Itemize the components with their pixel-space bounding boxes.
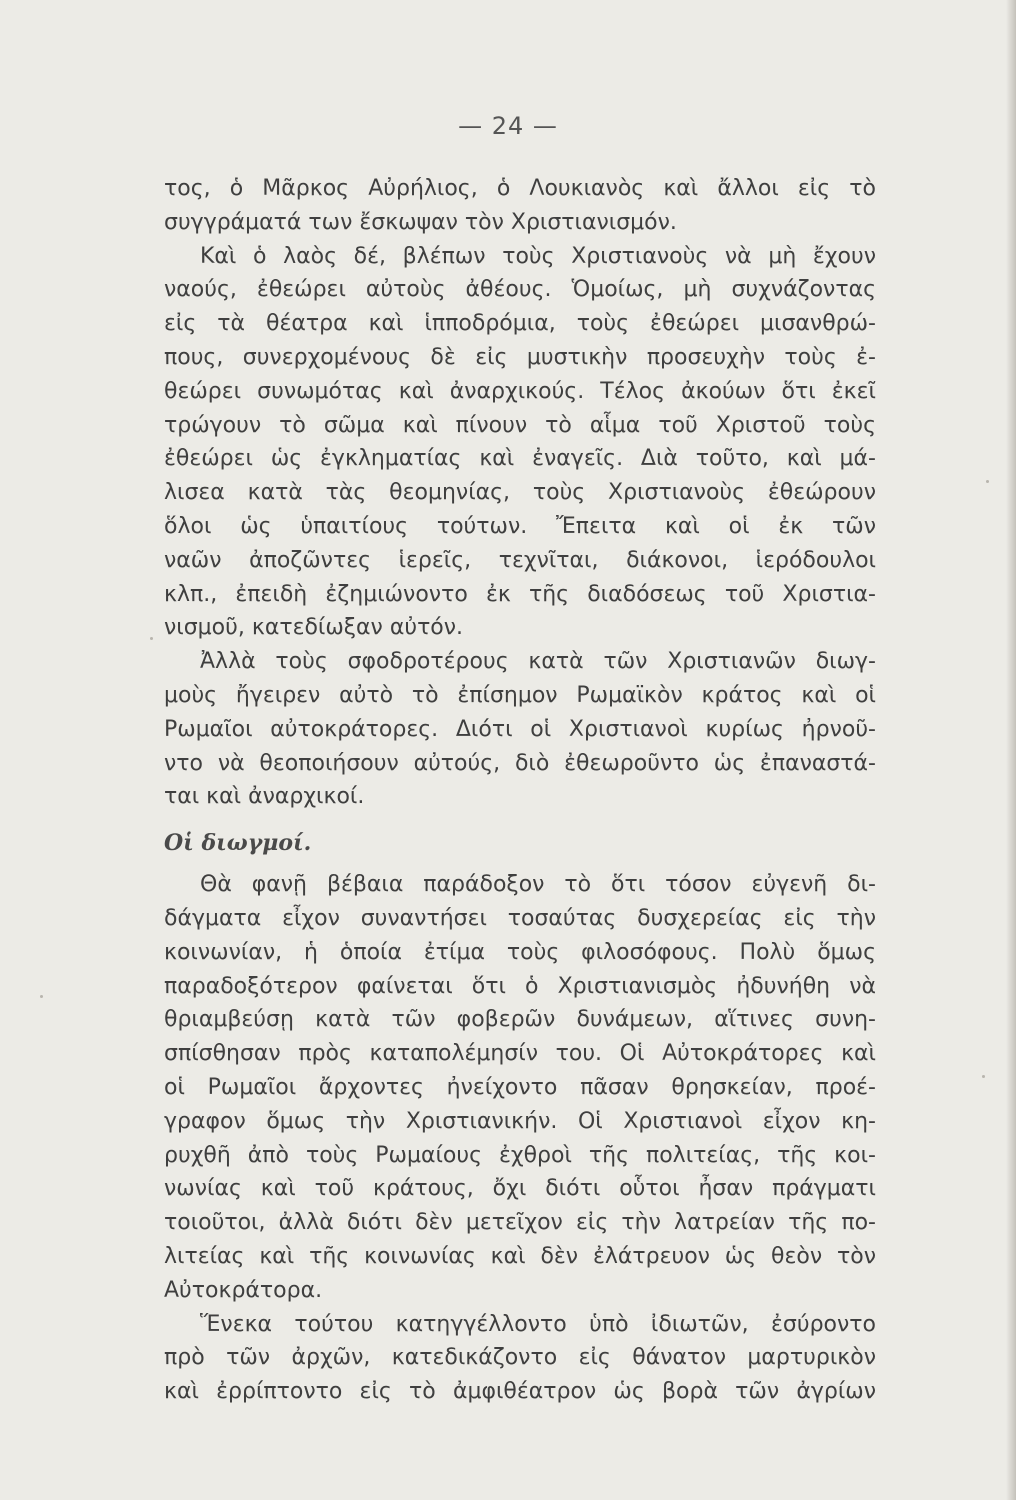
text-line: Ρωμαῖοι αὐτοκράτορες. Διότι οἱ Χριστιανοὶ κυρίως ἠρνοῦ- bbox=[164, 716, 876, 742]
paragraph-5 bbox=[164, 1308, 876, 1409]
text-line: εἰς τὰ θέατρα καὶ ἱπποδρόμια, τοὺς ἐθεώρει μισανθρώ- bbox=[164, 311, 876, 337]
text-line: θριαμβεύσῃ κατὰ τῶν φοβερῶν δυνάμεων, αἵτινες συνη- bbox=[164, 1007, 876, 1033]
text-line: μοὺς ἤγειρεν αὐτὸ τὸ ἐπίσημον Ρωμαϊκὸν κράτος καὶ οἱ bbox=[164, 682, 876, 708]
text-line: συγγράματά των ἔσκωψαν τὸν Χριστιανισμόν. bbox=[164, 209, 677, 235]
text-line: ναῶν ἀποζῶντες ἱερεῖς, τεχνῖται, διάκονοι, ἱερόδουλοι bbox=[164, 547, 876, 573]
text-line: πους, συνερχομένους δὲ εἰς μυστικὴν προσευχὴν τοὺς ἐ- bbox=[164, 344, 876, 370]
text-line: οἱ Ρωμαῖοι ἄρχοντες ἠνείχοντο πᾶσαν θρησκείαν, προέ- bbox=[164, 1074, 876, 1100]
section-heading: Οἱ διωγμοί. bbox=[164, 830, 312, 857]
text-line: παραδοξότερον φαίνεται ὅτι ὁ Χριστιανισμὸς ἠδυνήθη νὰ bbox=[164, 973, 876, 999]
text-line: ντο νὰ θεοποιήσουν αὐτούς, διὸ ἐθεωροῦντο ὡς ἐπαναστά- bbox=[164, 750, 876, 776]
text-line: δάγματα εἶχον συναντήσει τοσαύτας δυσχερείας εἰς τὴν bbox=[164, 905, 876, 931]
text-line: Θὰ φανῇ βέβαια παράδοξον τὸ ὅτι τόσον εὐγενῆ δι- bbox=[200, 872, 876, 898]
text-line: τοιοῦτοι, ἀλλὰ διότι δὲν μετεῖχον εἰς τὴν λατρείαν τῆς πο- bbox=[164, 1210, 876, 1236]
paper-speck bbox=[150, 637, 153, 640]
paper-speck bbox=[982, 1075, 985, 1078]
text-line: τος, ὁ Μᾶρκος Αὐρήλιος, ὁ Λουκιανὸς καὶ ἄλλοι εἰς τὸ bbox=[164, 176, 876, 201]
paragraph-4 bbox=[164, 868, 876, 1307]
text-line: λισεα κατὰ τὰς θεομηνίας, τοὺς Χριστιανοὺς ἐθεώρουν bbox=[164, 480, 876, 506]
page-edge-shadow bbox=[1006, 0, 1016, 1500]
paper-speck bbox=[986, 480, 989, 483]
paragraph-3 bbox=[164, 645, 876, 814]
text-line: Ἕνεκα τούτου κατηγγέλλοντο ὑπὸ ἰδιωτῶν, ἐσύροντο bbox=[200, 1311, 876, 1337]
text-line: Αὐτοκράτορα. bbox=[164, 1277, 323, 1303]
text-line: σπίσθησαν πρὸς καταπολέμησίν του. Οἱ Αὐτοκράτορες καὶ bbox=[164, 1041, 876, 1067]
text-line: πρὸ τῶν ἀρχῶν, κατεδικάζοντο εἰς θάνατον μαρτυρικὸν bbox=[164, 1345, 876, 1371]
text-line: ρυχθῆ ἀπὸ τοὺς Ρωμαίους ἐχθροὶ τῆς πολιτείας, τῆς κοι- bbox=[164, 1142, 876, 1168]
text-line: κλπ., ἐπειδὴ ἐζημιώνοντο ἐκ τῆς διαδόσεως τοῦ Χριστια- bbox=[164, 581, 876, 607]
text-line: τρώγουν τὸ σῶμα καὶ πίνουν τὸ αἷμα τοῦ Χριστοῦ τοὺς bbox=[164, 412, 876, 438]
text-line: λιτείας καὶ τῆς κοινωνίας καὶ δὲν ἐλάτρευον ὡς θεὸν τὸν bbox=[164, 1243, 876, 1269]
paragraph-2 bbox=[164, 240, 876, 646]
text-line: θεώρει συνωμότας καὶ ἀναρχικούς. Τέλος ἀκούων ὅτι ἐκεῖ bbox=[164, 378, 876, 404]
text-line: νισμοῦ, κατεδίωξαν αὐτόν. bbox=[164, 615, 464, 641]
body-text bbox=[164, 172, 876, 1409]
page-number: — 24 — bbox=[458, 112, 558, 140]
paragraph-1 bbox=[164, 172, 876, 240]
text-line: Ἀλλὰ τοὺς σφοδροτέρους κατὰ τῶν Χριστιανῶν διωγ- bbox=[200, 649, 876, 675]
text-line: ναούς, ἐθεώρει αὐτοὺς ἀθέους. Ὁμοίως, μὴ συχνάζοντας bbox=[164, 277, 876, 303]
text-line: Καὶ ὁ λαὸς δέ, βλέπων τοὺς Χριστιανοὺς νὰ μὴ ἔχουν bbox=[200, 243, 876, 269]
text-line: γραφον ὅμως τὴν Χριστιανικήν. Οἱ Χριστιανοὶ εἶχον κη- bbox=[164, 1108, 876, 1134]
text-line: ὅλοι ὡς ὑπαιτίους τούτων. Ἔπειτα καὶ οἱ ἐκ τῶν bbox=[164, 513, 876, 539]
text-line: κοινωνίαν, ἡ ὁποία ἐτίμα τοὺς φιλοσόφους. Πολὺ ὅμως bbox=[164, 939, 876, 965]
text-line: καὶ ἐρρίπτοντο εἰς τὸ ἀμφιθέατρον ὡς βορὰ τῶν ἀγρίων bbox=[164, 1379, 876, 1405]
text-line: νωνίας καὶ τοῦ κράτους, ὄχι διότι οὗτοι ἦσαν πράγματι bbox=[164, 1176, 876, 1202]
text-line: ἐθεώρει ὡς ἐγκληματίας καὶ ἐναγεῖς. Διὰ τοῦτο, καὶ μά- bbox=[164, 446, 876, 472]
paper-speck bbox=[40, 995, 43, 998]
text-line: ται καὶ ἀναρχικοί. bbox=[164, 784, 365, 810]
